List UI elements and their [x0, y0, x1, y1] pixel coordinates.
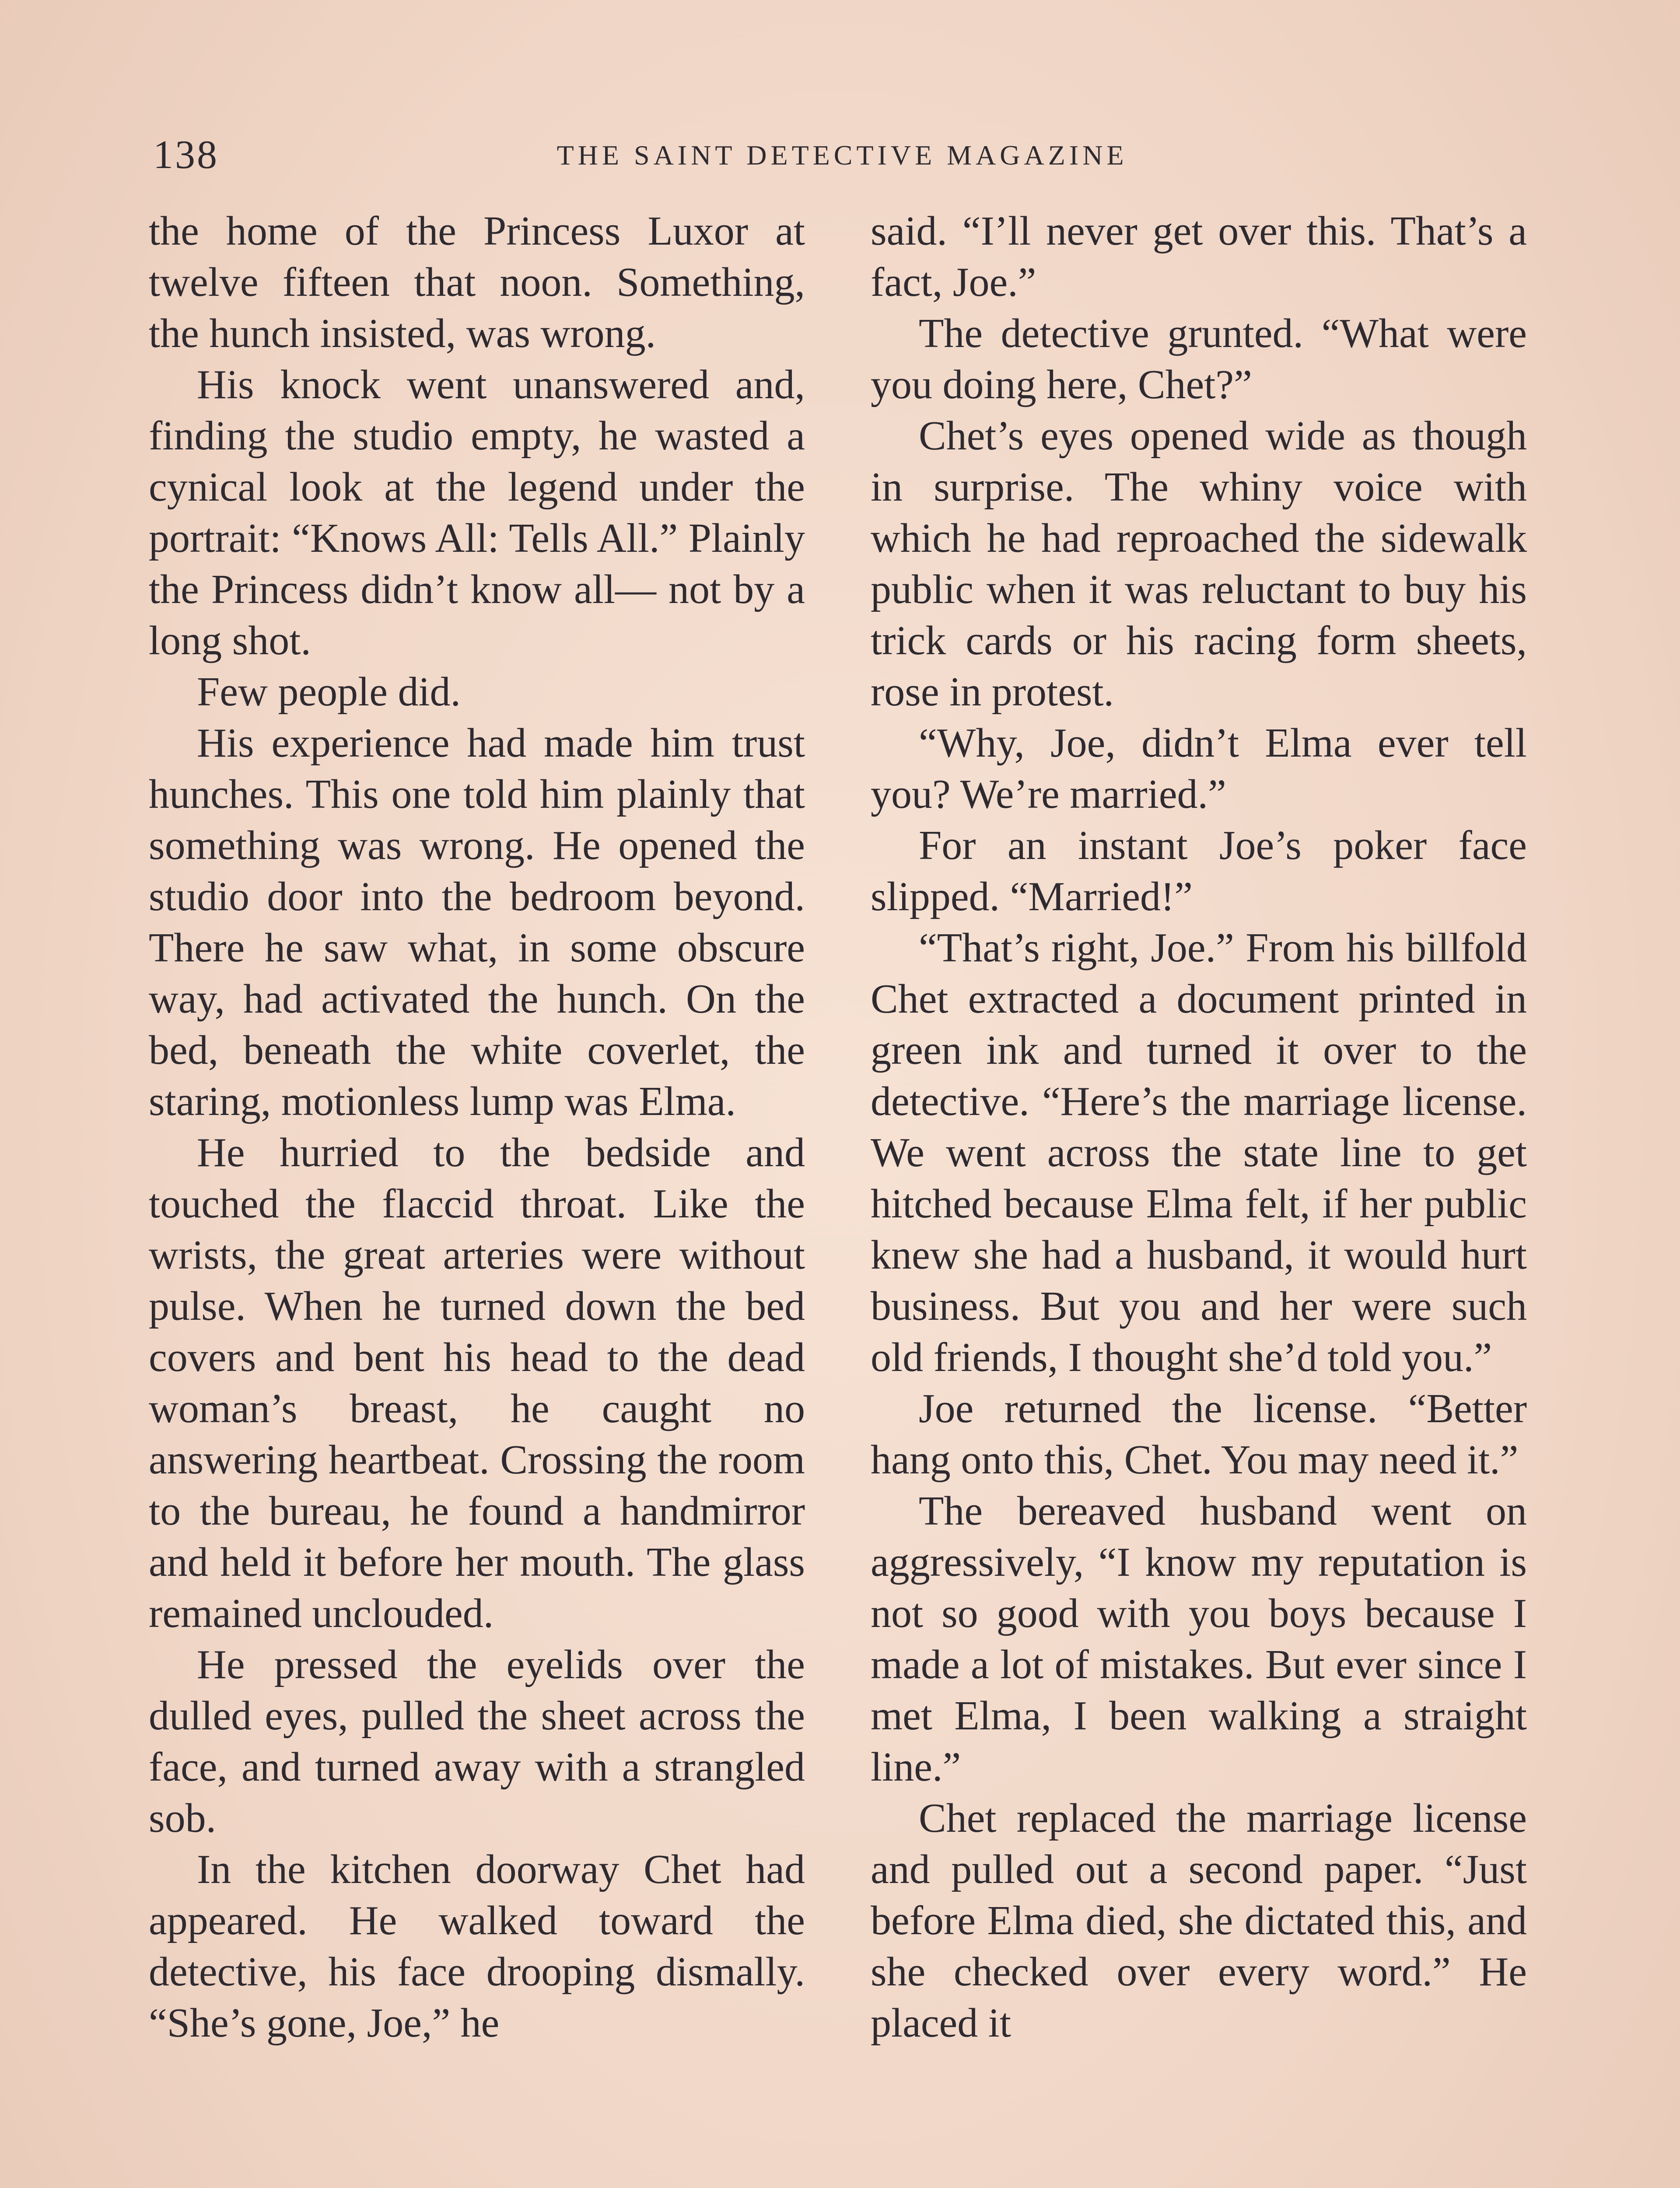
paragraph: He hurried to the bedside and touched the flaccid throat. Like the wrists, the great arteries were without pulse. When he turned down the bed covers and bent his head to the dead woman’s breast, he caught no answering heartbeat. Crossing the room to the bureau, he found a handmirror and held it before her mouth. The glass remained unclouded.	[149, 1130, 805, 1636]
paragraph: The bereaved husband went on aggressively, “I know my reputation is not so good with you boys because I made a lot of mistakes. But ever since I met Elma, I been walking a straight line.”	[871, 1488, 1527, 1790]
paragraph: Chet replaced the marriage license and pulled out a second paper. “Just before Elma died, she dictated this, and she checked over every word.” He placed it	[871, 1795, 1527, 2046]
paragraph: In the kitchen doorway Chet had appeared. He walked toward the detective, his face drooping dismally. “She’s gone, Joe,” he	[149, 1847, 805, 2046]
paragraph: “That’s right, Joe.” From his billfold Chet extracted a document printed in green ink and turned it over to the detective. “Here’s the marriage license. We went across the state line to get hitched because Elma felt, if her public knew she had a husband, it would hurt business. But you and her were such old friends, I thought she’d told you.”	[871, 925, 1527, 1380]
page-number: 138	[153, 132, 219, 177]
paragraph: Chet’s eyes opened wide as though in surprise. The whiny voice with which he had reproached the sidewalk public when it was reluctant to buy his trick cards or his racing form sheets, rose in protest.	[871, 413, 1527, 715]
paragraph: He pressed the eyelids over the dulled eyes, pulled the sheet across the face, and turned away with a strangled sob.	[149, 1642, 805, 1841]
paragraph: His knock went unanswered and, finding the studio empty, he wasted a cynical look at the legend under the portrait: “Knows All: Tells All.” Plainly the Princess didn’t know all— not by a long shot.	[149, 362, 805, 663]
paragraph: The detective grunted. “What were you doing here, Chet?”	[871, 311, 1527, 407]
paragraph: For an instant Joe’s poker face slipped. “Married!”	[871, 823, 1527, 919]
running-title: THE SAINT DETECTIVE MAGAZINE	[556, 140, 1128, 171]
paragraph: Few people did.	[197, 669, 461, 715]
left-column	[149, 206, 805, 2049]
right-column	[871, 206, 1527, 2049]
paragraph: the home of the Princess Luxor at twelve fifteen that noon. Something, the hunch insisted, was wrong.	[149, 208, 805, 356]
paragraph: “Why, Joe, didn’t Elma ever tell you? We’re married.”	[871, 720, 1527, 817]
paragraph: said. “I’ll never get over this. That’s a fact, Joe.”	[871, 208, 1527, 305]
paragraph: Joe returned the license. “Better hang onto this, Chet. You may need it.”	[871, 1386, 1527, 1483]
paragraph: His experience had made him trust hunches. This one told him plainly that something was wrong. He opened the studio door into the bedroom beyond. There he saw what, in some obscure way, had activated the hunch. On the bed, beneath the white coverlet, the staring, motionless lump was Elma.	[149, 720, 805, 1124]
page-header	[144, 131, 1540, 184]
